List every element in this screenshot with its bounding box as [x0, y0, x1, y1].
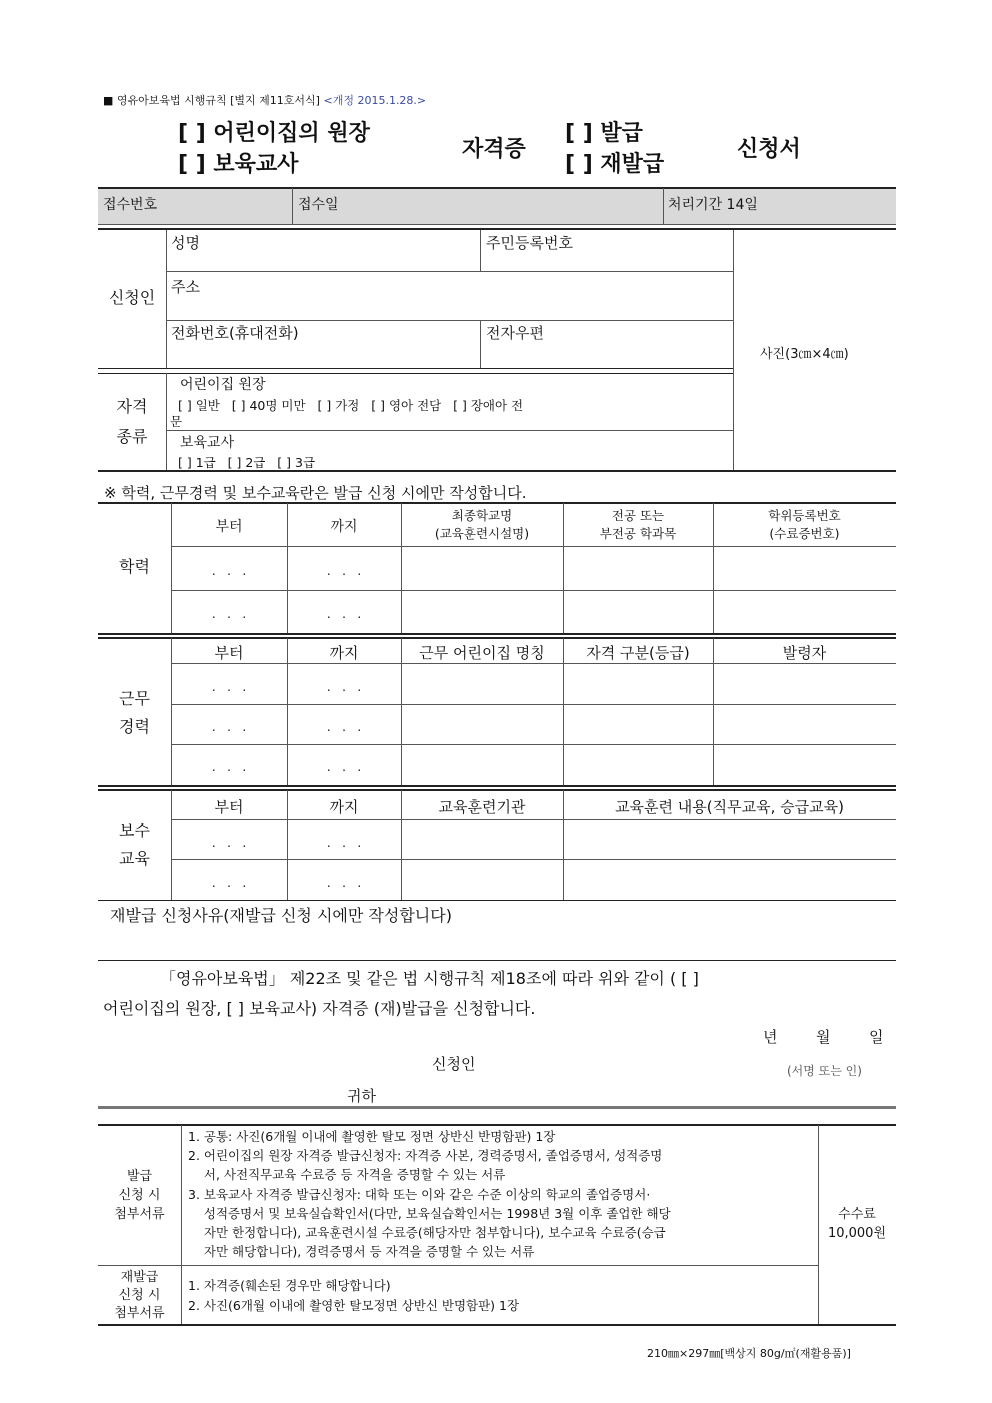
- education-degree-header-1: 학위등록번호: [768, 508, 841, 523]
- training-institution-header: 교육훈련기관: [438, 798, 526, 816]
- title-option-director: [ ] 어린이집의 원장: [178, 121, 370, 146]
- issue-attachment-item: 3. 보육교사 자격증 발급신청자: 대학 또는 이와 같은 수준 이상의 학교의 졸업증명서·: [188, 1187, 651, 1202]
- regulation-note: [103, 92, 426, 108]
- reissue-attachments-label-2: 신청 시: [118, 1288, 161, 1303]
- issue-attachments-label-2: 신청 시: [118, 1188, 161, 1203]
- education-date-from-1[interactable]: . . .: [211, 564, 247, 578]
- career-appointer-header: 발령자: [782, 644, 827, 662]
- training-content-header: 교육훈련 내용(직무교육, 승급교육): [615, 798, 844, 816]
- career-date-to-3[interactable]: . . .: [326, 760, 362, 774]
- career-grade-header: 자격 구분(등급): [586, 644, 690, 662]
- education-to-header: 까지: [330, 519, 358, 535]
- declaration-line-2: 어린이집의 원장, [ ] 보육교사) 자격증 (재)발급을 신청합니다.: [103, 999, 536, 1018]
- training-date-from-1[interactable]: . . .: [211, 836, 247, 850]
- fee-label: 수수료: [838, 1207, 876, 1222]
- receipt-number-label: 접수번호: [103, 197, 158, 213]
- reissue-attachment-item: 1. 자격증(훼손된 경우만 해당합니다): [188, 1278, 391, 1293]
- address-label: 주소: [171, 278, 200, 296]
- applicant-section-label: 신청인: [108, 288, 156, 307]
- issue-attachment-item: 자만 한정합니다), 교육훈련시설 수료증(해당자만 첨부합니다), 보수교육 수료증(승급: [188, 1225, 666, 1240]
- training-date-to-1[interactable]: . . .: [326, 836, 362, 850]
- applicant-signature-label: 신청인: [432, 1055, 476, 1073]
- issue-attachments-label-1: 발급: [126, 1169, 153, 1184]
- reissue-attachments-label-1: 재발급: [120, 1270, 159, 1285]
- name-label: 성명: [171, 234, 200, 252]
- issue-attachment-item: 성적증명서 및 보육실습확인서(다만, 보육실습확인서는 1998년 3월 이후 졸업한 해당: [188, 1206, 671, 1221]
- email-label: 전자우편: [486, 324, 544, 342]
- issue-attachment-item: 1. 공통: 사진(6개월 이내에 촬영한 탈모 정면 상반신 반명함판) 1장: [188, 1129, 556, 1144]
- issue-attachments-label-3: 첨부서류: [114, 1207, 165, 1222]
- career-date-from-2[interactable]: . . .: [211, 720, 247, 734]
- id-number-label: 주민등록번호: [486, 234, 573, 252]
- education-section-label: 학력: [119, 557, 150, 576]
- title-option-reissue: [ ] 재발급: [565, 152, 665, 177]
- director-title: 어린이집 원장: [180, 377, 266, 393]
- qualification-label-2: 종류: [116, 427, 148, 446]
- date-year-label: 년: [763, 1028, 778, 1046]
- title-certificate: 자격증: [462, 137, 526, 162]
- career-to-header: 까지: [329, 644, 359, 662]
- declaration-line-1: 「영유아보육법」 제22조 및 같은 법 시행규칙 제18조에 따라 위와 같이 ( [ ]: [160, 969, 699, 988]
- regulation-text: ■ 영유아보육법 시행규칙 [별지 제11호서식]: [103, 94, 320, 107]
- career-date-from-3[interactable]: . . .: [211, 760, 247, 774]
- career-workplace-header: 근무 어린이집 명칭: [419, 644, 545, 662]
- training-to-header: 까지: [329, 798, 359, 816]
- signature-placeholder[interactable]: (서명 또는 인): [787, 1064, 862, 1078]
- issue-attachment-item: 자만 해당합니다), 경력증명서 등 자격을 증명할 수 있는 서류: [188, 1244, 535, 1259]
- education-major-header-1: 전공 또는: [611, 508, 665, 523]
- training-label-2: 교육: [119, 849, 150, 868]
- receipt-row: [98, 188, 896, 224]
- teacher-title: 보육교사: [180, 435, 235, 451]
- processing-period-label: 처리기간 14일: [668, 197, 758, 213]
- revision-text: <개정 2015.1.28.>: [323, 94, 427, 107]
- teacher-options[interactable]: [ ] 1급 [ ] 2급 [ ] 3급: [178, 455, 316, 470]
- director-options-wrap: 문: [170, 414, 183, 429]
- reissue-attachments-label-3: 첨부서류: [114, 1306, 165, 1321]
- training-label-1: 보수: [119, 821, 150, 840]
- career-label-1: 근무: [119, 689, 150, 708]
- receipt-date-label: 접수일: [298, 197, 339, 213]
- photo-placeholder: 사진(3㎝×4㎝): [760, 347, 849, 362]
- phone-label: 전화번호(휴대전화): [171, 324, 299, 342]
- education-school-header-1: 최종학교명: [451, 508, 513, 523]
- training-from-header: 부터: [214, 798, 244, 816]
- director-options[interactable]: [ ] 일반 [ ] 40명 미만 [ ] 가정 [ ] 영아 전담 [ ] 장애아 전: [178, 398, 524, 413]
- education-date-to-2[interactable]: . . .: [326, 607, 362, 621]
- education-date-from-2[interactable]: . . .: [211, 607, 247, 621]
- training-date-to-2[interactable]: . . .: [326, 876, 362, 890]
- issue-attachment-item: 서, 사전직무교육 수료증 등 자격을 증명할 수 있는 서류: [188, 1167, 506, 1182]
- career-date-to-1[interactable]: . . .: [326, 680, 362, 694]
- education-date-to-1[interactable]: . . .: [326, 564, 362, 578]
- date-month-label: 월: [816, 1028, 831, 1046]
- date-day-label: 일: [869, 1028, 884, 1046]
- education-major-header-2: 부전공 학과목: [599, 526, 677, 541]
- issue-attachment-item: 2. 어린이집의 원장 자격증 발급신청자: 자격증 사본, 경력증명서, 졸업증명서, 성적증명: [188, 1148, 663, 1163]
- fee-amount: 10,000원: [827, 1226, 887, 1241]
- note-text: ※ 학력, 근무경력 및 보수교육란은 발급 신청 시에만 작성합니다.: [104, 484, 527, 502]
- title-option-issue: [ ] 발급: [565, 121, 643, 146]
- reissue-attachment-item: 2. 사진(6개월 이내에 촬영한 탈모정면 상반신 반명함판) 1장: [188, 1298, 520, 1313]
- education-school-header-2: (교육훈련시설명): [434, 526, 530, 541]
- education-from-header: 부터: [215, 519, 243, 535]
- career-date-to-2[interactable]: . . .: [326, 720, 362, 734]
- training-date-from-2[interactable]: . . .: [211, 876, 247, 890]
- paper-spec-footer: 210㎜×297㎜[백상지 80g/㎡(재활용품)]: [647, 1347, 851, 1360]
- career-from-header: 부터: [214, 644, 244, 662]
- career-date-from-1[interactable]: . . .: [211, 680, 247, 694]
- title-application: 신청서: [737, 137, 801, 162]
- title-option-teacher: [ ] 보육교사: [178, 152, 299, 177]
- qualification-label-1: 자격: [116, 397, 148, 416]
- career-label-2: 경력: [119, 717, 150, 736]
- addressee-label: 귀하: [347, 1087, 376, 1105]
- education-degree-header-2: (수료증번호): [769, 526, 840, 541]
- reissue-reason-label: 재발급 신청사유(재발급 신청 시에만 작성합니다): [110, 906, 452, 925]
